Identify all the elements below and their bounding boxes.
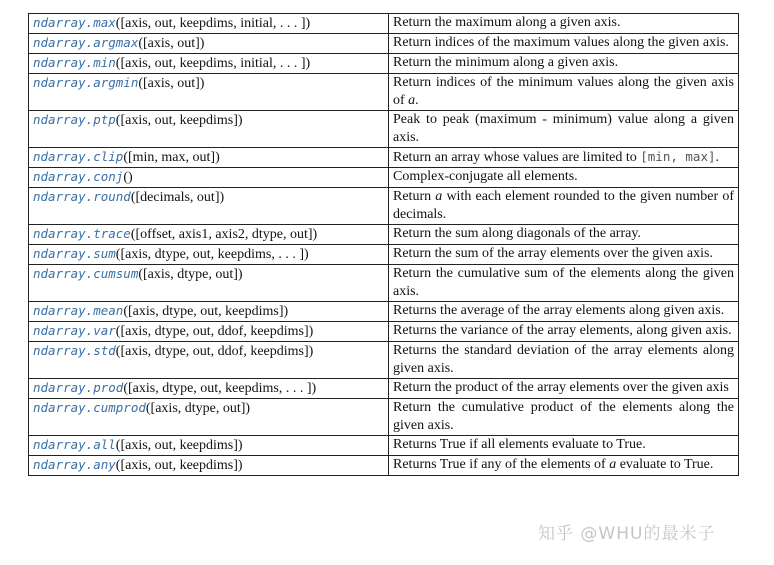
method-description-cell: [389, 54, 739, 74]
table-row: [29, 168, 739, 188]
param-emphasis: a: [435, 189, 443, 204]
method-args: ([axis, out]): [138, 36, 205, 51]
table-row: [29, 148, 739, 168]
method-description-cell: [389, 342, 739, 379]
table-row: [29, 34, 739, 54]
table-row: [29, 456, 739, 476]
method-link[interactable]: ndarray.prod: [33, 380, 124, 395]
watermark: 知乎 @WHU的最米子: [538, 524, 716, 544]
table-row: [29, 322, 739, 342]
method-link[interactable]: ndarray.argmin: [33, 75, 139, 90]
method-description-cell: [389, 74, 739, 111]
method-link[interactable]: ndarray.ptp: [33, 112, 116, 127]
method-description: Returns True if all elements evaluate to True.: [393, 437, 646, 452]
method-description: Return: [393, 189, 436, 204]
method-signature-cell: [29, 111, 389, 148]
method-link[interactable]: ndarray.mean: [33, 303, 124, 318]
table-row: [29, 436, 739, 456]
method-signature-cell: [29, 34, 389, 54]
param-emphasis: a: [408, 93, 416, 108]
method-description-end: .: [415, 93, 419, 108]
method-signature-cell: [29, 456, 389, 476]
method-link[interactable]: ndarray.argmax: [33, 35, 139, 50]
method-link[interactable]: ndarray.cumsum: [33, 266, 139, 281]
method-args: ([decimals, out]): [130, 190, 225, 205]
method-description-cell: [389, 302, 739, 322]
method-description-cell: [389, 265, 739, 302]
method-link[interactable]: ndarray.sum: [33, 246, 116, 261]
method-args: ([axis, dtype, out, ddof, keepdims]): [115, 324, 314, 339]
method-description: Peak to peak (maximum - minimum) value along a given axis.: [393, 112, 734, 145]
method-link[interactable]: ndarray.min: [33, 55, 116, 70]
method-description: Return indices of the maximum values along the given axis.: [393, 35, 729, 50]
method-args: ([axis, out, keepdims, initial, . . . ]): [115, 16, 311, 31]
method-signature-cell: [29, 379, 389, 399]
method-description: Returns the average of the array elements along given axis.: [393, 303, 725, 318]
method-signature-cell: [29, 399, 389, 436]
method-description: Return the product of the array elements over the given axis: [393, 380, 729, 395]
method-args: ([min, max, out]): [123, 150, 220, 165]
method-description: Return the cumulative product of the elements along the given axis.: [393, 400, 734, 433]
method-description: Return indices of the minimum values along the given axis of: [393, 75, 734, 108]
inline-code: [min, max]: [640, 149, 716, 164]
method-link[interactable]: ndarray.max: [33, 15, 116, 30]
method-signature-cell: [29, 188, 389, 225]
method-args: (): [123, 170, 133, 185]
method-args: ([axis, out, keepdims, initial, . . . ]): [115, 56, 311, 71]
method-link[interactable]: ndarray.cumprod: [33, 400, 146, 415]
method-signature-cell: [29, 322, 389, 342]
method-signature-cell: [29, 225, 389, 245]
method-description: Complex-conjugate all elements.: [393, 169, 578, 184]
method-description-cell: [389, 111, 739, 148]
table-row: [29, 225, 739, 245]
method-link[interactable]: ndarray.conj: [33, 169, 124, 184]
table-row: [29, 342, 739, 379]
method-args: ([axis, out, keepdims]): [115, 438, 243, 453]
method-signature-cell: [29, 14, 389, 34]
method-signature-cell: [29, 245, 389, 265]
method-signature-cell: [29, 74, 389, 111]
table-row: [29, 14, 739, 34]
table-row: [29, 245, 739, 265]
table-row: [29, 111, 739, 148]
method-args: ([axis, dtype, out, keepdims, . . . ]): [115, 247, 309, 262]
methods-table: [28, 13, 739, 476]
method-link[interactable]: ndarray.any: [33, 457, 116, 472]
method-description-cell: [389, 14, 739, 34]
methods-table-body: [29, 14, 739, 476]
method-link[interactable]: ndarray.round: [33, 189, 131, 204]
table-row: [29, 399, 739, 436]
method-description: Return an array whose values are limited to: [393, 150, 641, 165]
method-args: ([axis, dtype, out, keepdims, . . . ]): [123, 381, 317, 396]
method-signature-cell: [29, 168, 389, 188]
method-description: Returns the variance of the array elements, along given axis.: [393, 323, 732, 338]
method-link[interactable]: ndarray.var: [33, 323, 116, 338]
method-link[interactable]: ndarray.clip: [33, 149, 124, 164]
method-description-cell: [389, 322, 739, 342]
method-link[interactable]: ndarray.trace: [33, 226, 131, 241]
method-description: Return the maximum along a given axis.: [393, 15, 621, 30]
method-description: Return the minimum along a given axis.: [393, 55, 619, 70]
method-signature-cell: [29, 265, 389, 302]
table-row: [29, 74, 739, 111]
table-row: [29, 188, 739, 225]
method-description-cell: [389, 245, 739, 265]
method-args: ([axis, dtype, out]): [138, 267, 243, 282]
method-description-cell: [389, 148, 739, 168]
method-description: Returns the standard deviation of the array elements along given axis.: [393, 343, 734, 376]
method-description-cell: [389, 379, 739, 399]
table-row: [29, 265, 739, 302]
method-signature-cell: [29, 54, 389, 74]
method-link[interactable]: ndarray.all: [33, 437, 116, 452]
method-description-end: evaluate to True.: [616, 457, 714, 472]
method-description-cell: [389, 34, 739, 54]
method-description: Return the sum along diagonals of the array.: [393, 226, 641, 241]
method-description-cell: [389, 436, 739, 456]
method-args: ([axis, dtype, out, keepdims]): [123, 304, 289, 319]
method-signature-cell: [29, 148, 389, 168]
method-description: Return the sum of the array elements over the given axis.: [393, 246, 713, 261]
method-description-cell: [389, 456, 739, 476]
method-args: ([offset, axis1, axis2, dtype, out]): [130, 227, 318, 242]
method-description-cell: [389, 188, 739, 225]
method-signature-cell: [29, 302, 389, 322]
param-emphasis: a: [609, 457, 617, 472]
method-description-cell: [389, 168, 739, 188]
method-description-cell: [389, 225, 739, 245]
method-args: ([axis, out]): [138, 76, 205, 91]
method-description: Returns True if any of the elements of: [393, 457, 610, 472]
table-row: [29, 54, 739, 74]
table-row: [29, 302, 739, 322]
method-args: ([axis, dtype, out, ddof, keepdims]): [115, 344, 314, 359]
method-args: ([axis, out, keepdims]): [115, 113, 243, 128]
method-args: ([axis, out, keepdims]): [115, 458, 243, 473]
method-description: Return the cumulative sum of the elements along the given axis.: [393, 266, 734, 299]
method-signature-cell: [29, 436, 389, 456]
method-description-cell: [389, 399, 739, 436]
method-signature-cell: [29, 342, 389, 379]
method-link[interactable]: ndarray.std: [33, 343, 116, 358]
table-row: [29, 379, 739, 399]
method-args: ([axis, dtype, out]): [145, 401, 251, 416]
method-description-end: with each element rounded to the given number of decimals.: [393, 189, 734, 222]
method-description-end: .: [715, 150, 720, 165]
